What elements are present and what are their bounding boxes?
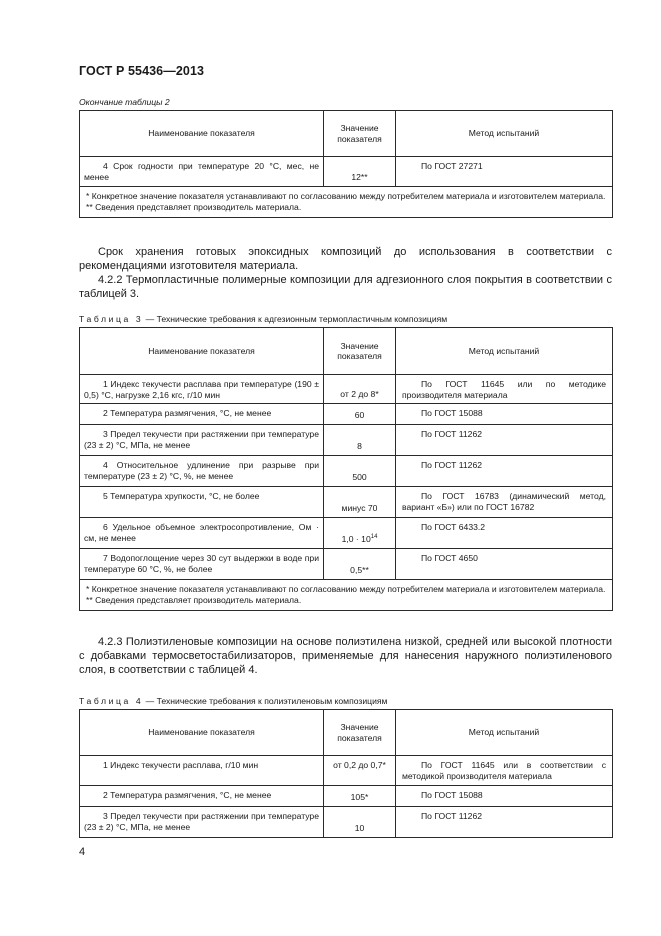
row-value: 500 — [324, 456, 396, 487]
table-row — [80, 518, 613, 549]
table4-col-method: Метод испытаний — [396, 710, 613, 756]
value-exponent: 14 — [370, 533, 378, 540]
table4-col-value: Значение показателя — [324, 710, 396, 756]
row-name: 6 Удельное объемное электросопротивление, Ом · см, не менее — [84, 522, 319, 543]
row-method: По ГОСТ 11645 или в соответствии с методикой производителя материала — [402, 760, 606, 781]
footnote: * Конкретное значение показателя устанавливают по согласованию между потребителем материала и изготовителем материала. — [86, 191, 606, 201]
table3-caption-text: — Технические требования к адгезионным термопластичным композициям — [143, 314, 448, 324]
table3-caption-label: Таблица 3 — [79, 314, 144, 324]
table2-col-name: Наименование показателя — [80, 111, 324, 157]
row-value: 60 — [324, 404, 396, 425]
row-method: По ГОСТ 27271 — [421, 161, 483, 171]
table4-caption — [79, 696, 387, 706]
table3 — [79, 327, 613, 611]
row-value: минус 70 — [324, 487, 396, 518]
row-value: 10 — [324, 807, 396, 838]
table3-col-method: Метод испытаний — [396, 328, 613, 375]
row-name: 5 Температура хрупкости, °С, не более — [103, 491, 260, 501]
table-row — [80, 786, 613, 807]
row-name: 4 Срок годности при температуре 20 °С, мес, не менее — [84, 161, 319, 182]
row-value — [324, 518, 396, 549]
table2-footnotes — [80, 187, 613, 218]
table2-col-value: Значение показателя — [324, 111, 396, 157]
page-number: 4 — [79, 846, 86, 858]
footnote: ** Сведения представляет производитель материала. — [86, 594, 302, 605]
value-base: 1,0 · 10 — [341, 533, 371, 544]
row-method: По ГОСТ 15088 — [421, 790, 483, 800]
footnote: * Конкретное значение показателя устанавливают по согласованию между потребителем материала и изготовителем материала. — [86, 584, 606, 594]
table2 — [79, 110, 613, 218]
row-value: 0,5** — [324, 549, 396, 580]
row-method: По ГОСТ 16783 (динамический метод, вариант «Б») или по ГОСТ 16782 — [402, 491, 606, 512]
row-method: По ГОСТ 11262 — [421, 429, 483, 439]
row-method: По ГОСТ 15088 — [421, 408, 483, 418]
table-row — [80, 157, 613, 187]
table-row — [80, 807, 613, 838]
table3-col-value: Значение показателя — [324, 328, 396, 375]
document-number: ГОСТ Р 55436—2013 — [79, 64, 205, 78]
row-value: 8 — [324, 425, 396, 456]
table-row — [80, 456, 613, 487]
row-method: По ГОСТ 6433.2 — [421, 522, 486, 532]
table4 — [79, 709, 613, 838]
row-value: от 2 до 8* — [324, 375, 396, 404]
table2-caption: Окончание таблицы 2 — [79, 97, 170, 107]
table-row — [80, 549, 613, 580]
table3-caption — [79, 314, 447, 324]
table-row — [80, 404, 613, 425]
table-row — [80, 375, 613, 404]
row-name: 1 Индекс текучести расплава при температуре (190 ± 0,5) °С, нагрузке 2,16 кгс, г/10 мин — [84, 379, 319, 400]
clause-4-2-2: 4.2.2 Термопластичные полимерные композиции для адгезионного слоя покрытия в соответствии с таблицей 3. — [79, 274, 612, 300]
row-method: По ГОСТ 11262 — [421, 460, 483, 470]
table4-caption-text: — Технические требования к полиэтиленовым композициям — [143, 696, 388, 706]
table4-caption-label: Таблица 4 — [79, 696, 144, 706]
clause-4-2-3: 4.2.3 Полиэтиленовые композиции на основе полиэтилена низкой, средней или высокой плотности с добавками термосветостабилизаторов, применяемые для нанесения наружного полиэтиленового слоя, в соответствии с таблицей 4. — [79, 636, 612, 676]
table3-footnotes — [80, 580, 613, 611]
row-name: 4 Относительное удлинение при разрыве при температуре (23 ± 2) °С, %, не менее — [84, 460, 319, 481]
row-name: 2 Температура размягчения, °С, не менее — [103, 790, 272, 800]
row-name: 7 Водопоглощение через 30 сут выдержки в воде при температуре 60 °С, %, не более — [84, 553, 319, 574]
row-value: 12** — [324, 157, 396, 187]
row-method: По ГОСТ 11262 — [421, 811, 483, 821]
table-row — [80, 756, 613, 786]
row-name: 3 Предел текучести при растяжении при температуре (23 ± 2) °С, МПа, не менее — [84, 429, 319, 450]
row-value: от 0,2 до 0,7* — [324, 756, 396, 786]
row-method: По ГОСТ 11645 или по методике производителя материала — [402, 379, 606, 400]
table4-col-name: Наименование показателя — [80, 710, 324, 756]
footnote: ** Сведения представляет производитель материала. — [86, 201, 302, 212]
row-name: 3 Предел текучести при растяжении при температуре (23 ± 2) °С, МПа, не менее — [84, 811, 319, 832]
row-value: 105* — [324, 786, 396, 807]
row-name: 2 Температура размягчения, °С, не менее — [103, 408, 272, 418]
row-method: По ГОСТ 4650 — [421, 553, 478, 563]
table3-col-name: Наименование показателя — [80, 328, 324, 375]
table2-col-method: Метод испытаний — [396, 111, 613, 157]
table-row — [80, 425, 613, 456]
table-row — [80, 487, 613, 518]
storage-paragraph: Срок хранения готовых эпоксидных композиций до использования в соответствии с рекомендациями изготовителя материала. — [79, 246, 612, 272]
row-name: 1 Индекс текучести расплава, г/10 мин — [103, 760, 259, 770]
